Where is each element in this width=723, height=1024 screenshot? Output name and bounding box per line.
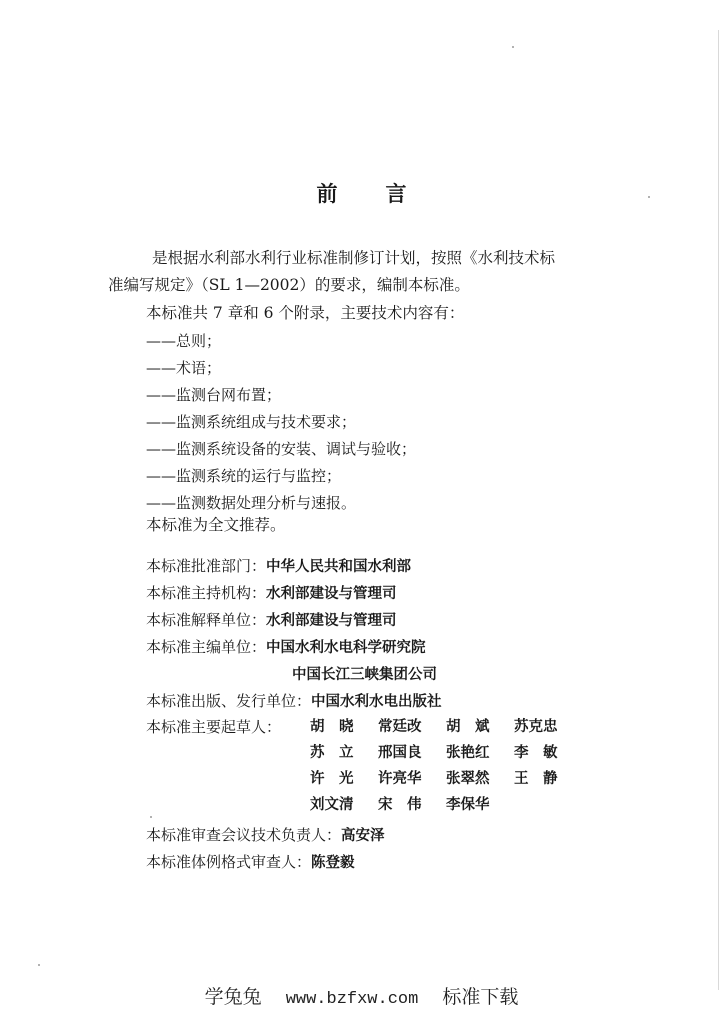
publisher-label: 本标准出版、发行单位： [146,692,312,710]
drafter-name: 常廷改 [378,719,422,735]
standard-info [146,553,442,715]
scan-edge-line [718,30,719,990]
contents-intro: 本标准共 7 章和 6 个附录，主要技术内容有： [146,304,465,322]
interpret-value: 水利部建设与管理司 [266,613,397,629]
drafter-name: 李 敏 [514,745,558,761]
drafters-line [146,714,582,740]
drafters-block [146,714,582,818]
drafter-name: 苏克忠 [514,719,558,735]
editor-row [146,634,442,661]
publisher-value: 中国水利水电出版社 [311,694,442,710]
drafter-name: 王 静 [514,771,558,787]
list-item: ——监测台网布置； [146,386,282,404]
approval-label: 本标准批准部门： [146,557,267,575]
scan-speck [512,46,514,48]
tech-review-value: 高安泽 [341,828,385,844]
drafters-line [146,792,582,818]
interpret-row [146,607,442,634]
drafter-name: 宋 伟 [378,797,422,813]
editor-value-2: 中国长江三峡集团公司 [292,667,437,683]
list-item: ——术语； [146,359,222,377]
list-item: ——监测系统组成与技术要求； [146,413,357,431]
host-value: 水利部建设与管理司 [266,586,397,602]
drafters-line [146,766,582,792]
editor-value-1: 中国水利水电科学研究院 [266,640,426,656]
drafter-name: 胡 晓 [310,719,354,735]
editor-label: 本标准主编单位： [146,638,267,656]
drafter-name: 胡 斌 [446,719,490,735]
drafters-line [146,740,582,766]
list-item: ——监测系统的运行与监控； [146,467,342,485]
watermark-tagline: 标准下载 [442,986,519,1008]
intro-paragraph-line-1: 是根据水利部水利行业标准制修订计划，按照《水利技术标 [152,249,556,267]
watermark [0,982,723,1009]
format-review-value: 陈登毅 [311,855,355,871]
editor-row-2 [146,661,442,688]
contents-list [146,328,416,517]
approval-row [146,553,442,580]
publisher-row [146,688,442,715]
title-char-1: 前 [316,182,338,206]
host-row [146,580,442,607]
list-item: ——监测系统设备的安装、调试与验收； [146,440,417,458]
scan-speck [38,964,40,966]
interpret-label: 本标准解释单位： [146,611,267,629]
watermark-site: www.bzfxw.com [285,990,419,1009]
recommendation-text: 本标准为全文推荐。 [146,516,286,534]
list-item: ——监测数据处理分析与速报。 [146,494,357,512]
drafters-label: 本标准主要起草人： [146,718,282,736]
list-item: ——总则； [146,332,222,350]
format-review-label: 本标准体例格式审查人： [146,853,312,871]
review-block [146,822,385,876]
host-label: 本标准主持机构： [146,584,267,602]
drafter-name: 许 光 [310,771,354,787]
tech-review-row [146,822,385,849]
drafter-name: 张翠然 [446,771,490,787]
drafter-name: 刘文清 [310,797,354,813]
approval-value: 中华人民共和国水利部 [266,559,412,575]
drafter-name: 张艳红 [446,745,490,761]
drafter-name: 许亮华 [378,771,422,787]
drafter-name: 邢国良 [378,745,422,761]
title-char-2: 言 [385,182,407,206]
tech-review-label: 本标准审查会议技术负责人： [146,826,342,844]
format-review-row [146,849,385,876]
watermark-brand: 学兔兔 [204,986,262,1008]
drafter-name: 苏 立 [310,745,354,761]
drafter-name: 李保华 [446,797,490,813]
page-title [0,178,723,208]
intro-paragraph-line-2: 准编写规定》（SL 1—2002）的要求，编制本标准。 [108,276,470,294]
